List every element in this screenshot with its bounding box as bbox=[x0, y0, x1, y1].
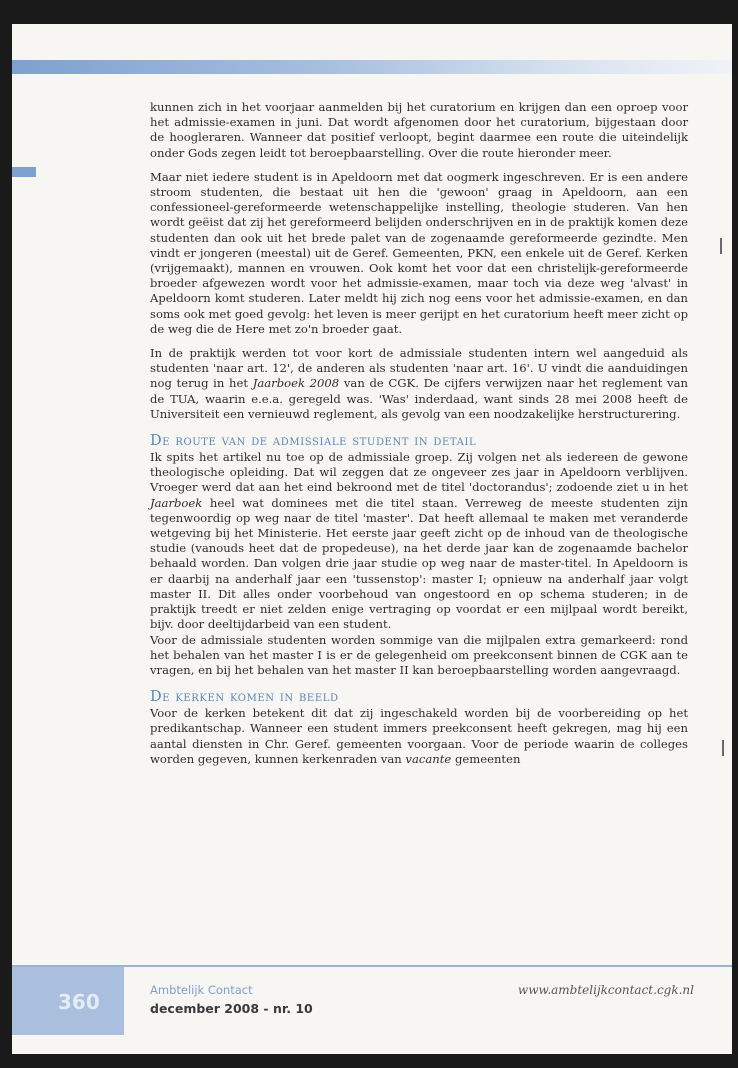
paragraph: Voor de admissiale studenten worden sommige van die mijlpalen extra gemarkeerd: rond het behalen van het master I is er de gelegenheid om preekconsent binnen de CGK aan te vragen, en bij het behalen van het master II kan beroepbaarstelling worden aangevraagd. bbox=[150, 632, 688, 677]
book-title: Jaarboek bbox=[150, 495, 203, 510]
magazine-title: Ambtelijk Contact bbox=[150, 983, 253, 997]
section-heading: De route van de admissiale student in detail bbox=[150, 433, 477, 450]
header-color-band bbox=[12, 60, 732, 74]
article-column bbox=[150, 100, 688, 767]
website-url: www.ambtelijkcontact.cgk.nl bbox=[517, 983, 694, 997]
paragraph: kunnen zich in het voorjaar aanmelden bij het curatorium en krijgen dan een oproep voor het admissie-examen in juni. Dat wordt afgenomen door het curatorium, bijgestaan door de hoogleraren. Wanneer dat positief verloopt, begint daarmee een route die uiteindelijk onder Gods zegen leidt tot beroepbaarstelling. Over die route hieronder meer. bbox=[150, 100, 688, 160]
page-number: 360 bbox=[58, 990, 100, 1014]
emphasis: vacante bbox=[405, 751, 452, 766]
paragraph: Voor de kerken betekent dit dat zij ingeschakeld worden bij de voorbereiding op het predikantschap. Wanneer een student immers preekconsent heeft gekregen, mag hij een aantal diensten in Chr. Geref. gemeenten voorgaan. Voor de periode waarin de colleges worden gegeven, kunnen kerkenraden van vacante gemeenten bbox=[150, 706, 688, 766]
issue-label: december 2008 - nr. 10 bbox=[150, 1001, 313, 1016]
margin-mark bbox=[720, 238, 722, 254]
side-tab-marker bbox=[12, 167, 36, 177]
paragraph: Maar niet iedere student is in Apeldoorn met dat oogmerk ingeschreven. Er is een andere stroom studenten, die bestaat uit hen die 'gewoon' graag in Apeldoorn, aan een confessioneel-gereformeerde wetenschappelijke instelling, theologie studeren. Van hen wordt geëist dat zij het gereformeerd belijden onderschrijven en in de praktijk komen deze studenten dan ook uit het brede palet van de zogenaamde gereformeerde gezindte. Men vindt er jongeren (meestal) uit de Geref. Gemeenten, PKN, een enkele uit de Geref. Kerken (vrijgemaakt), mannen en vrouwen. Ook komt het voor dat een christelijk-gereformeerde broeder afgewezen wordt voor het admissie-examen, maar toch via deze weg 'alvast' in Apeldoorn komt studeren. Later meldt hij zich nog eens voor het admissie-examen, en dan soms ook met goed gevolg: het leven is meer gerijpt en het curatorium heeft meer zicht op de weg die de Here met zo'n broeder gaat. bbox=[150, 169, 688, 336]
margin-mark bbox=[722, 740, 724, 756]
paragraph: Ik spits het artikel nu toe op de admissiale groep. Zij volgen net als iedereen de gewone theologische opleiding. Dat wil zeggen dat ze ongeveer zes jaar in Apeldoorn verblijven. Vroeger werd dat aan het eind bekroond met de titel 'doctorandus'; zodoende ziet u in het Jaarboek heel wat dominees met die titel staan. Verreweg de meeste studenten zijn tegenwoordig op weg naar de titel 'master'. Dat heeft allemaal te maken met veranderde wetgeving bij het Ministerie. Het eerste jaar geeft zicht op de inhoud van de theologische studie (vanouds heet dat de propedeuse), na het derde jaar kan de zogenaamde bachelor behaald worden. Dan volgen drie jaar studie op weg naar de master-titel. In Apeldoorn is er daarbij na anderhalf jaar een 'tussenstop': master I; opnieuw na anderhalf jaar volgt master II. Dit alles onder voorbehoud van ongestoord en op schema studeren; in de praktijk treedt er niet zelden enige vertraging op voordat er een mijlpaal wordt bereikt, bijv. door deeltijdarbeid van een student. bbox=[150, 450, 688, 632]
paragraph: In de praktijk werden tot voor kort de admissiale studenten intern wel aangeduid als studenten 'naar art. 12', de anderen als studenten 'naar art. 16'. U vindt die aanduidingen nog terug in het Jaarboek 2008 van de CGK. De cijfers verwijzen naar het reglement van de TUA, waarin e.e.a. geregeld was. 'Was' inderdaad, want sinds 28 mei 2008 heeft de Universiteit een vernieuwd reglement, als gevolg van een noodzakelijke herstructurering. bbox=[150, 346, 688, 421]
section-heading: De kerken komen in beeld bbox=[150, 689, 339, 706]
book-title: Jaarboek 2008 bbox=[252, 376, 340, 391]
